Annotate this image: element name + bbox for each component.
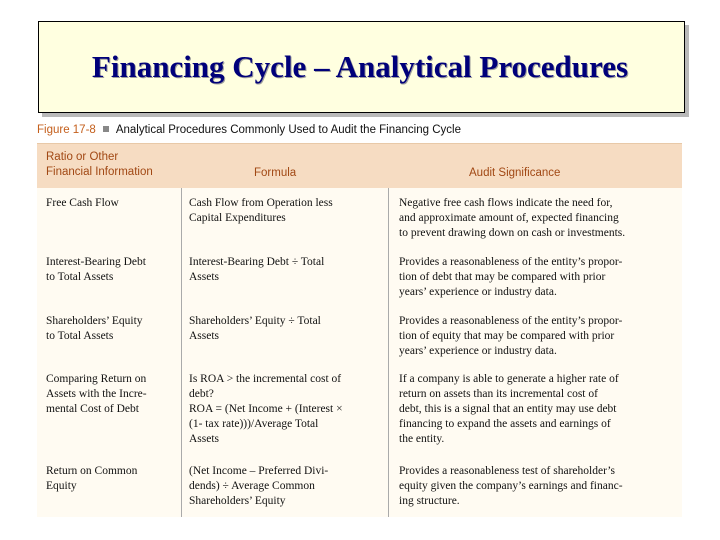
figure-caption-text: Analytical Procedures Commonly Used to Audit the Financing Cycle (115, 124, 461, 136)
header-significance: Audit Significance (469, 167, 561, 179)
header-ratio: Ratio or Other Financial Information (46, 151, 153, 178)
row-free-cash-flow-formula: Cash Flow from Operation less Capital Expenditures (189, 197, 333, 224)
row-debt-to-assets-formula: Interest-Bearing Debt ÷ Total Assets (189, 256, 325, 283)
row-free-cash-flow-significance: Negative free cash flows indicate the need for, and approximate amount of, expected financing to prevent drawing down on cash or investments. (399, 197, 626, 239)
square-bullet-icon (103, 126, 109, 132)
row-equity-to-assets-ratio: Shareholders’ Equity to Total Assets (46, 315, 143, 342)
row-equity-to-assets-significance: Provides a reasonableness of the entity’s propor- tion of equity that may be compared with prior years’ experience or industry data. (399, 315, 623, 357)
row-return-on-equity-formula: (Net Income – Preferred Divi- dends) ÷ Average Common Shareholders’ Equity (189, 465, 329, 507)
row-return-on-equity-ratio: Return on Common Equity (46, 465, 138, 492)
row-debt-to-assets-significance: Provides a reasonableness of the entity’s propor- tion of debt that may be compared with prior years’ experience or industry data. (399, 256, 623, 298)
row-equity-to-assets-formula: Shareholders’ Equity ÷ Total Assets (189, 315, 321, 342)
row-roa-vs-debt-ratio: Comparing Return on Assets with the Incre- mental Cost of Debt (46, 373, 147, 415)
table-header (37, 144, 682, 188)
column-divider (388, 188, 389, 517)
figure-caption (37, 124, 461, 136)
row-debt-to-assets-ratio: Interest-Bearing Debt to Total Assets (46, 256, 146, 283)
row-roa-vs-debt-significance: If a company is able to generate a higher rate of return on assets than its incremental cost of debt, this is a signal that an entity may use debt financing to expand the assets and earnings of the entity. (399, 373, 619, 445)
column-divider (181, 188, 182, 517)
slide-title: Financing Cycle – Analytical Procedures (91, 49, 629, 84)
row-return-on-equity-significance: Provides a reasonableness test of shareholder’s equity given the company’s earnings and financ- ing structure. (399, 465, 623, 507)
analytical-procedures-table (37, 143, 682, 517)
header-formula: Formula (254, 167, 297, 179)
row-roa-vs-debt-formula: Is ROA > the incremental cost of debt? ROA = (Net Income + (Interest × (1- tax rate)))/Average Total Assets (189, 373, 343, 445)
row-free-cash-flow-ratio: Free Cash Flow (46, 197, 119, 209)
figure-label: Figure 17-8 (37, 124, 96, 136)
